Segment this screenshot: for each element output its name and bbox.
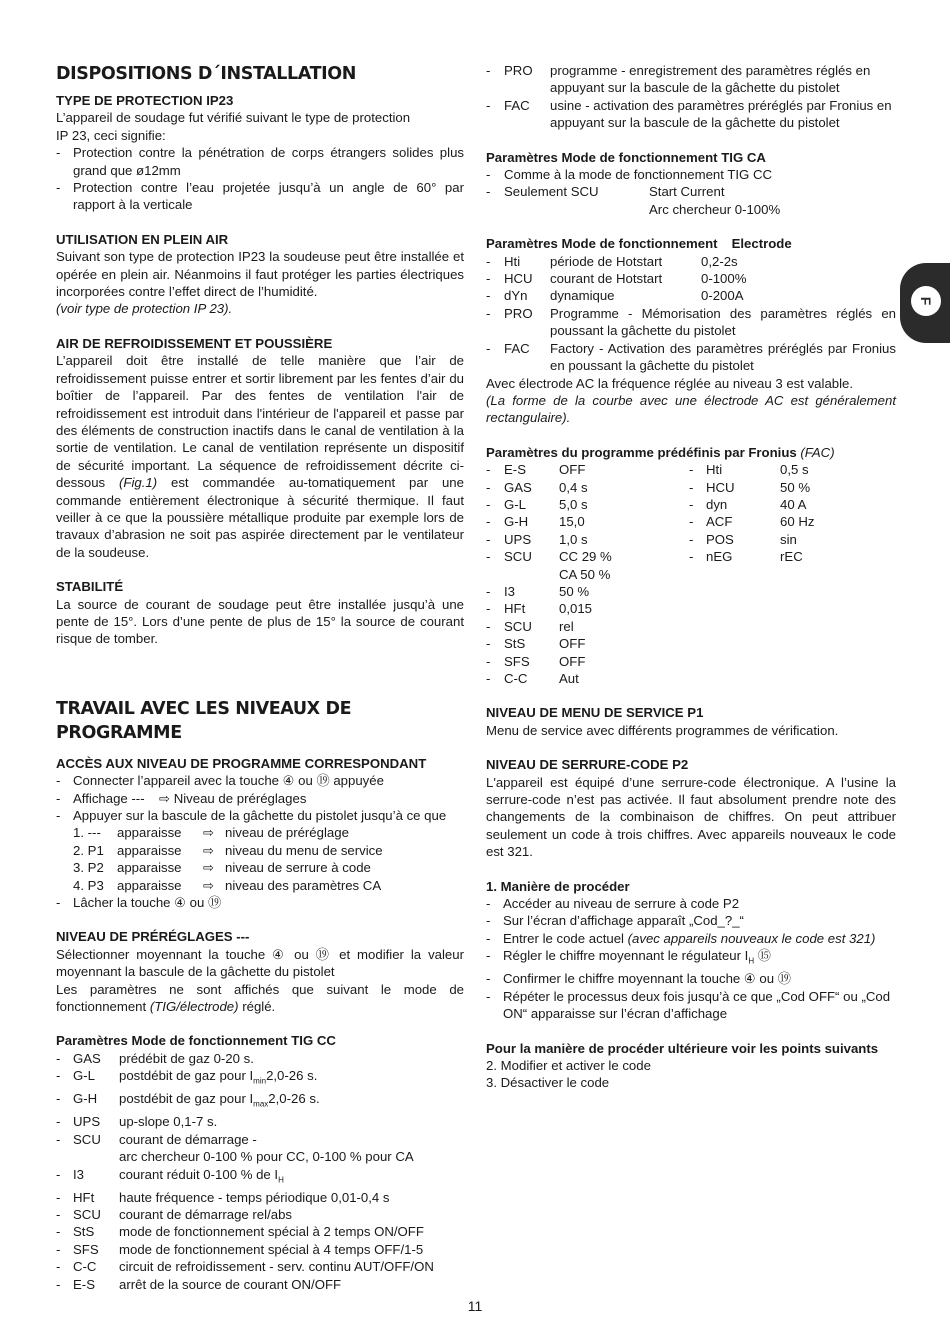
paragraph: Suivant son type de protection IP23 la soudeuse peut être installée et opérée en plein air. Néanmoins il faut protéger les parties électriques incorporées contre l’effet direct de l’humidité. xyxy=(56,249,464,300)
predefined-param-row: - SCU rel xyxy=(486,618,574,634)
paragraph: L’appareil doit être installé de telle manière que l’air de refroidissement puisse entrer et sortir librement par les fentes d’air du boîtier de l’appareil. Par des fentes de ventilation l'air de refroidissement est introduit dans l'intérieur de l'appareil et passe par des éléments de construction inactifs dans le canal de ventilation à la sortie de ventilation. Le canal de ventilation représente un dispositif de sécurité important. La séquence de refroidissement décrite ci-dessous (Fig.1) est commandée au-tomatiquement par une commande entièrement électronique à sécurité thermique. Il faut veiller à ce que la poussière métallique produite par exemple lors de travaux d’abrasion ne soit pas aspirée directement par le ventilateur de la soudeuse. xyxy=(56,353,464,560)
param-row: - HFt haute fréquence - temps périodique 0,01-0,4 s xyxy=(56,1189,390,1205)
param-row: - StS mode de fonctionnement spécial à 2 temps ON/OFF xyxy=(56,1224,424,1240)
param-row: - G-H postdébit de gaz pour $I_{max}2,0-26$ s. xyxy=(56,1091,320,1109)
list-item: 3. Désactiver le code xyxy=(486,1075,610,1091)
predefined-param-row: - nEG rEC xyxy=(689,549,803,565)
param-row: - FAC Factory - Activation des paramètres préréglés par Fronius en poussant la gâchette du pistolet xyxy=(486,340,896,374)
param-row: - UPS up-slope 0,1-7 s. xyxy=(56,1114,218,1130)
note: (voir type de protection IP 23). xyxy=(56,301,233,317)
heading-cooling: AIR DE REFROIDISSEMENT ET POUSSIÈRE xyxy=(56,335,333,351)
page-number: 11 xyxy=(467,1298,483,1314)
predefined-col-2 xyxy=(689,461,814,687)
list-item: - Affichage --- ⇨ Niveau de préréglages xyxy=(56,790,307,806)
list-item: - Lâcher la touche ④ ou ⑲ xyxy=(56,895,222,911)
list-item: 2. Modifier et activer le code xyxy=(486,1057,651,1073)
param-row: - HCU courant de Hotstart 0-100% xyxy=(486,271,747,287)
heading-tig-cc: Paramètres Mode de fonctionnement TIG CC xyxy=(56,1033,336,1049)
param-row: - Hti période de Hotstart 0,2-2s xyxy=(486,253,738,269)
param-row: - FAC usine - activation des paramètres préréglés par Fronius en appuyant sur la bascule de la gâchette du pistolet xyxy=(486,97,892,131)
arrow-icon: ⇨ xyxy=(203,825,215,841)
list-item: - Répéter le processus deux fois jusqu’à ce que „Cod OFF“ ou „Cod ON“ apparaisse sur l’écran d’affichage xyxy=(486,988,891,1022)
paragraph: IP 23, ceci signifie: xyxy=(56,127,166,143)
language-tab-label: F xyxy=(911,286,941,316)
right-column xyxy=(486,62,896,1092)
param-row: - I3 courant réduit 0-100 % de $I_H$ xyxy=(56,1166,284,1185)
param-row: - GAS prédébit de gaz 0-20 s. xyxy=(56,1050,254,1066)
heading-electrode: Paramètres Mode de fonctionnement Electrode xyxy=(486,236,792,252)
heading-access: ACCÈS AUX NIVEAU DE PROGRAMME CORRESPONDANT xyxy=(56,755,427,771)
heading-preset: NIVEAU DE PRÉRÉGLAGES --- xyxy=(56,929,250,945)
heading-p2: NIVEAU DE SERRURE-CODE P2 xyxy=(486,757,689,773)
param-row: - E-S arrêt de la source de courant ON/OFF xyxy=(56,1276,342,1292)
predefined-param-row: - G-L 5,0 s xyxy=(486,496,588,512)
list-item: - Protection contre l’eau projetée jusqu’à un angle de 60° par rapport à la verticale xyxy=(56,180,464,213)
param-row: - PRO Programme - Mémorisation des paramètres réglés en poussant la gâchette du pistolet xyxy=(486,305,896,339)
list-item: - Régler le chiffre moyennant le régulateur $I_H$ ⑮ xyxy=(486,948,771,966)
tig-cc-param-list xyxy=(56,1050,464,1293)
step-row: 3. P2 apparaisse ⇨ niveau de serrure à code xyxy=(73,860,371,876)
predefined-param-row: - SFS OFF xyxy=(486,653,586,669)
section-title-program-levels: TRAVAIL AVEC LES NIVEAUX DE PROGRAMME xyxy=(56,698,352,743)
list-item: - Appuyer sur la bascule de la gâchette du pistolet jusqu’à ce que xyxy=(56,808,447,823)
list-item: - Connecter l’appareil avec la touche ④ ou ⑲ appuyée xyxy=(56,773,384,789)
predefined-param-row: - ACF 60 Hz xyxy=(689,514,815,530)
param-row: - SFS mode de fonctionnement spécial à 4 temps OFF/1-5 xyxy=(56,1241,424,1257)
list-item: - Comme à la mode de fonctionnement TIG CC xyxy=(486,167,773,183)
param-row: - PRO programme - enregistrement des paramètres réglés en appuyant sur la bascule de la gâchette du pistolet xyxy=(486,63,871,96)
heading-predefined: Paramètres du programme prédéfinis par Fronius (FAC) xyxy=(486,444,835,460)
language-tab xyxy=(900,263,950,343)
step-row: 4. P3 apparaisse ⇨ niveau des paramètres CA xyxy=(73,877,382,893)
paragraph: Les paramètres ne sont affichés que suivant le mode de fonctionnement (TIG/électrode) réglé. xyxy=(56,981,464,1015)
list-item: - Sur l’écran d’affichage apparaît „Cod_?_“ xyxy=(486,913,744,929)
list-item: - Accéder au niveau de serrure à code P2 xyxy=(486,896,740,912)
paragraph: Sélectionner moyennant la touche ④ ou ⑲ et modifier la valeur moyennant la bascule de la gâchette du pistolet xyxy=(56,946,464,980)
predefined-param-row: - I3 50 % xyxy=(486,583,590,599)
heading-ip23: TYPE DE PROTECTION IP23 xyxy=(56,93,234,108)
predefined-param-row: - dyn 40 A xyxy=(689,496,807,512)
predefined-param-row: - GAS 0,4 s xyxy=(486,479,588,495)
note: (La forme de la courbe avec une électrode AC est généralement rectangulaire). xyxy=(486,392,896,426)
paragraph: Menu de service avec différents programmes de vérification. xyxy=(486,722,839,738)
heading-stability: STABILITÉ xyxy=(56,579,124,595)
predefined-param-row: - POS sin xyxy=(689,531,797,547)
predefined-param-row: - SCU CC 29 % xyxy=(486,549,612,565)
list-item: Arc chercheur 0-100% xyxy=(649,201,781,217)
heading-further: Pour la manière de procéder ultérieure voir les points suivants xyxy=(486,1040,879,1056)
paragraph: La source de courant de soudage peut être installée jusqu’à une pente de 15°. Lors d’une pente de plus de 15° la source de courant risque de tomber. xyxy=(56,596,464,647)
predefined-col-1 xyxy=(486,461,689,687)
param-row: - SCU courant de démarrage - xyxy=(56,1131,257,1147)
predefined-param-row: - HCU 50 % xyxy=(689,479,811,495)
param-row-continuation: arc chercheur 0-100 % pour CC, 0-100 % pour CA xyxy=(119,1149,414,1165)
list-item: - Seulement SCU Start Current xyxy=(486,184,725,200)
list-item: - Confirmer le chiffre moyennant la touche ④ ou ⑲ xyxy=(486,971,791,987)
heading-tig-ca: Paramètres Mode de fonctionnement TIG CA xyxy=(486,149,766,165)
predefined-param-row: - Hti 0,5 s xyxy=(689,462,809,478)
list-item: - Entrer le code actuel (avec appareils nouveaux le code est 321) xyxy=(486,930,876,946)
heading-outdoor: UTILISATION EN PLEIN AIR xyxy=(56,231,229,247)
predefined-param-row: - StS OFF xyxy=(486,636,586,652)
paragraph: L’appareil de soudage fut vérifié suivant le type de protection xyxy=(56,110,411,126)
paragraph: Avec électrode AC la fréquence réglée au niveau 3 est valable. xyxy=(486,375,854,391)
param-row: - G-L postdébit de gaz pour $I_{min}2,0-26$ s. xyxy=(56,1068,318,1086)
paragraph: L'appareil est équipé d’une serrure-code électronique. A l’usine la serrure-code n’est pas activée. Il faut absolument prendre note des changements de la combinaison de chiffres. On peut attribuer seulement un code à trois chiffres. Avec appareils nouveaux le code est 321. xyxy=(486,774,896,860)
predefined-param-row-continuation: CA 50 % xyxy=(559,566,611,582)
predefined-param-row: - E-S OFF xyxy=(486,462,586,478)
arrow-icon: ⇨ xyxy=(203,860,215,876)
param-row: - SCU courant de démarrage rel/abs xyxy=(56,1207,293,1223)
param-row: - C-C circuit de refroidissement - serv. continu AUT/OFF/ON xyxy=(56,1259,434,1275)
predefined-param-row: - UPS 1,0 s xyxy=(486,531,588,547)
section-title-installation: DISPOSITIONS D´INSTALLATION xyxy=(56,64,356,84)
list-item: - Protection contre la pénétration de corps étrangers solides plus grand que ø12mm xyxy=(56,145,464,178)
heading-p1: NIVEAU DE MENU DE SERVICE P1 xyxy=(486,705,704,721)
predefined-param-row: - HFt 0,015 xyxy=(486,601,593,617)
predefined-param-row: - C-C Aut xyxy=(486,671,579,686)
param-row: - dYn dynamique 0-200A xyxy=(486,288,744,304)
step-row: 1. --- apparaisse ⇨ niveau de préréglage xyxy=(73,825,349,841)
arrow-icon: ⇨ xyxy=(203,842,215,858)
predefined-params-table xyxy=(486,461,896,687)
step-row: 2. P1 apparaisse ⇨ niveau du menu de service xyxy=(73,842,383,858)
arrow-icon: ⇨ xyxy=(203,877,215,893)
predefined-param-row: - G-H 15,0 xyxy=(486,514,585,530)
left-column xyxy=(56,62,464,1293)
heading-procedure: 1. Manière de procéder xyxy=(486,878,630,894)
